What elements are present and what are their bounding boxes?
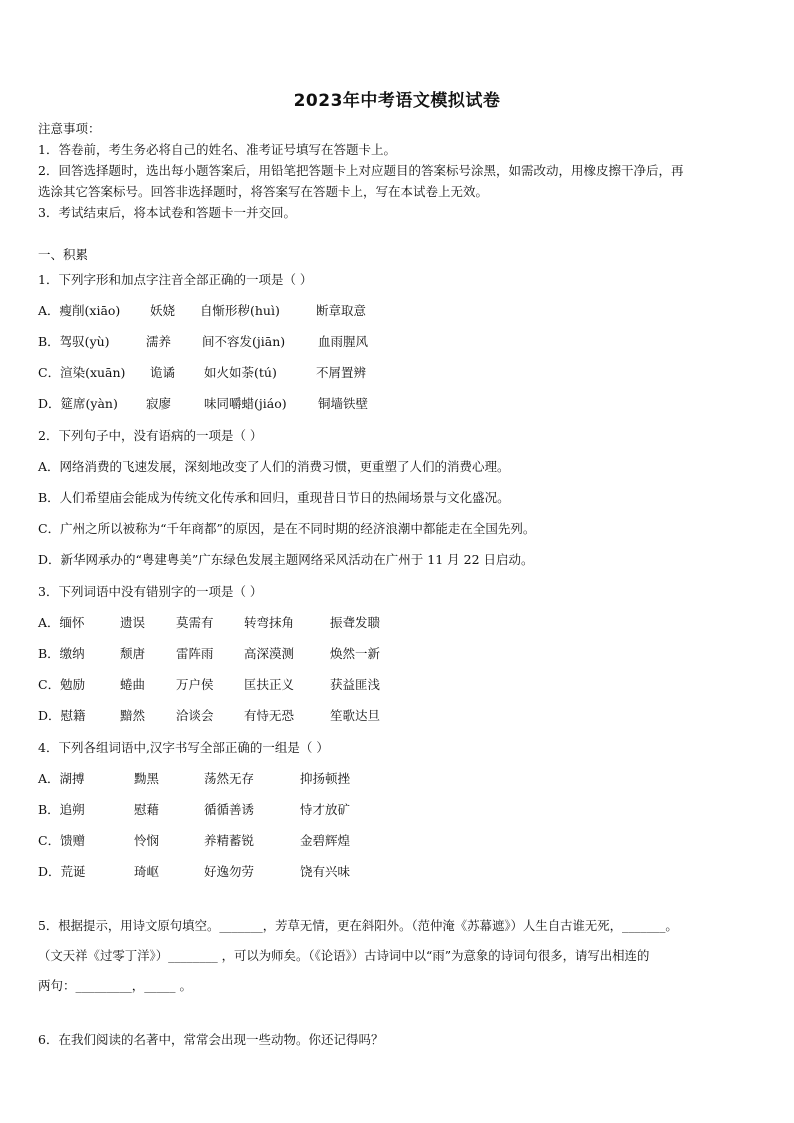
option-term: 好逸勿劳 <box>204 864 255 879</box>
option-term: 雷阵雨 <box>176 646 214 661</box>
option-term: 养精蓄锐 <box>204 833 255 848</box>
option-term: 转弯抹角 <box>244 615 295 630</box>
option-term: 莫需有 <box>176 615 214 630</box>
option-term: B．缴纳 <box>38 646 85 661</box>
option-term: 抑扬顿挫 <box>300 771 351 786</box>
notes-heading: 注意事项： <box>38 121 101 136</box>
option-term: 寂廖 <box>146 396 172 411</box>
option-term: 诡谲 <box>150 365 176 380</box>
option-term: 间不容发(jiān) <box>202 334 286 349</box>
option-term: A．瘦削(xiāo) <box>38 303 121 318</box>
option-term: 颓唐 <box>120 646 146 661</box>
option-term: 笙歌达旦 <box>330 708 381 723</box>
question-2-option-a: A．网络消费的飞速发展，深刻地改变了人们的消费习惯，更重塑了人们的消费心理。 <box>38 459 510 474</box>
option-term: A．缅怀 <box>38 615 85 630</box>
option-term: 怜悯 <box>134 833 160 848</box>
option-term: 恃才放矿 <box>300 802 351 817</box>
option-term: B．驾驭(yù) <box>38 334 110 349</box>
option-term: 血雨腥风 <box>318 334 369 349</box>
question-3-stem: 3．下列词语中没有错别字的一项是（ ） <box>38 584 263 599</box>
option-term: 不屑置辨 <box>316 365 367 380</box>
question-2-option-b: B．人们希望庙会能成为传统文化传承和回归，重现昔日节日的热闹场景与文化盛况。 <box>38 490 510 505</box>
notes-item-3: 3．考试结束后，将本试卷和答题卡一并交回。 <box>38 205 296 220</box>
option-term: 有恃无恐 <box>244 708 295 723</box>
option-term: 荡然无存 <box>204 771 255 786</box>
option-term: 高深漠测 <box>244 646 295 661</box>
option-term: 金碧辉煌 <box>300 833 351 848</box>
option-term: D．荒诞 <box>38 864 86 879</box>
option-term: 饶有兴味 <box>300 864 351 879</box>
notes-item-1: 1．答卷前，考生务必将自己的姓名、准考证号填写在答题卡上。 <box>38 142 396 157</box>
option-term: 铜墙铁壁 <box>318 396 369 411</box>
option-term: 焕然一新 <box>330 646 381 661</box>
question-5-line-1: 5．根据提示，用诗文原句填空。_______，芳草无情，更在斜阳外。（范仲淹《苏幕遮》）人生自古谁无死，_______。 <box>38 918 678 933</box>
option-term: C．渲染(xuān) <box>38 365 126 380</box>
option-term: 味同嚼蜡(jiáo) <box>204 396 287 411</box>
option-term: 获益匪浅 <box>330 677 381 692</box>
option-term: 黯然 <box>120 708 146 723</box>
option-term: D．筵席(yàn) <box>38 396 118 411</box>
option-term: 黝黑 <box>134 771 160 786</box>
question-2-option-d: D．新华网承办的“粤建粤美”广东绿色发展主题网络采风活动在广州于 11 月 22 日启动。 <box>38 552 534 567</box>
option-term: 断章取意 <box>316 303 367 318</box>
question-2-option-c: C．广州之所以被称为“千年商都”的原因，是在不同时期的经济浪潮中都能走在全国先列。 <box>38 521 536 536</box>
option-term: 濡养 <box>146 334 172 349</box>
option-term: 匡扶正义 <box>244 677 295 692</box>
option-term: B．追朔 <box>38 802 85 817</box>
question-5-line-3: 两句：_________，_____ 。 <box>38 978 192 993</box>
option-term: D．慰籍 <box>38 708 86 723</box>
option-term: C．勉励 <box>38 677 86 692</box>
option-term: 遗误 <box>120 615 146 630</box>
notes-item-2a: 2．回答选择题时，选出每小题答案后，用铅笔把答题卡上对应题目的答案标号涂黑，如需改动，用橡皮擦干净后，再 <box>38 163 684 178</box>
option-term: 慰藉 <box>134 802 160 817</box>
question-4-stem: 4．下列各组词语中,汉字书写全部正确的一组是（ ） <box>38 740 329 755</box>
option-term: 如火如荼(tú) <box>204 365 277 380</box>
option-term: 妖娆 <box>150 303 176 318</box>
question-1-stem: 1．下列字形和加点字注音全部正确的一项是（ ） <box>38 272 313 287</box>
option-term: 琦岖 <box>134 864 160 879</box>
option-term: 循循善诱 <box>204 802 255 817</box>
option-term: 洽谈会 <box>176 708 214 723</box>
question-5-line-2: （文天祥《过零丁洋》）________ ，可以为师矣。（《论语》）古诗词中以“雨”为意象的诗词句很多，请写出相连的 <box>38 948 650 963</box>
option-term: 振聋发聩 <box>330 615 381 630</box>
page-title: 2023年中考语文模拟试卷 <box>293 91 501 111</box>
section-heading: 一、积累 <box>38 247 89 262</box>
notes-item-2b: 选涂其它答案标号。回答非选择题时，将答案写在答题卡上，写在本试卷上无效。 <box>38 184 489 199</box>
option-term: A．湖搏 <box>38 771 85 786</box>
option-term: C．馈赠 <box>38 833 86 848</box>
option-term: 蜷曲 <box>120 677 146 692</box>
question-2-stem: 2．下列句子中，没有语病的一项是（ ） <box>38 428 263 443</box>
option-term: 自惭形秽(huì) <box>200 303 280 318</box>
question-6-stem: 6．在我们阅读的名著中，常常会出现一些动物。你还记得吗？ <box>38 1032 384 1047</box>
option-term: 万户侯 <box>176 677 214 692</box>
